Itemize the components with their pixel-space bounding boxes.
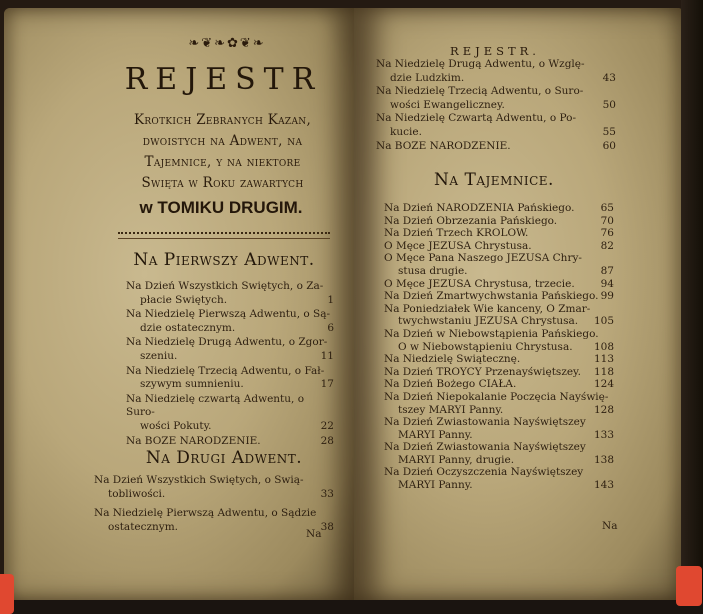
- list-item: Na Niedzielę Drugą Adwentu, o Zgor- szeniu. 11: [126, 336, 334, 362]
- list-item: Na Niedzielę Trzecią Adwentu, o Suro- wości Ewangeliczney. 50: [376, 85, 616, 111]
- page-number: 6: [327, 321, 334, 334]
- list-item: Na Niedzielę czwartą Adwentu, o Suro- wości Pokuty. 22: [126, 392, 334, 432]
- page-number: 65: [600, 202, 614, 214]
- subtitle-line: Tajemnice, y na niektore: [144, 154, 301, 170]
- page-number: 76: [600, 227, 614, 240]
- list-item: Na Dzień Wszystkich Swiętych, o Za- płacie Swiętych. 1: [126, 280, 334, 306]
- divider: [118, 232, 330, 239]
- list-item: O Męce JEZUSA Chrystusa, trzecie. 94: [384, 277, 614, 290]
- ornament: ❧❦❧✿❦❧: [188, 36, 266, 51]
- list-item: Na BOZE NARODZENIE. 28: [126, 434, 334, 447]
- list-item: Na Dzień w Niebowstąpienia Pańskiego. O w Niebowstąpieniu Chrystusa. 108: [384, 327, 614, 353]
- list-item: Na Niedzielę Drugą Adwentu, o Wzglę- dzie Ludzkim. 43: [376, 58, 616, 84]
- list-item: O Męce JEZUSA Chrystusa. 82: [384, 239, 614, 252]
- subtitle-line: Swięta w Roku zawartych: [141, 175, 304, 191]
- list-item: Na Dzień Zwiastowania Nayświętszey MARYI Panny. 133: [384, 416, 614, 441]
- page-number: 38: [320, 520, 334, 533]
- entry-list: [126, 280, 334, 448]
- list-item: Na Dzień NARODZENIA Pańskiego. 65: [384, 202, 614, 214]
- section-heading: Na Tajemnice.: [434, 170, 554, 190]
- section-heading: Na Drugi Adwent.: [145, 448, 303, 468]
- page-number: 11: [320, 349, 334, 362]
- subtitle: [100, 110, 345, 194]
- page-number: 82: [600, 239, 614, 252]
- list-item: Na Niedzielę Trzecią Adwentu, o Fał- szywym sumnieniu. 17: [126, 364, 334, 391]
- page-title: REJESTR: [124, 62, 323, 97]
- page-number: 124: [593, 378, 614, 391]
- page-number: 99: [600, 290, 614, 303]
- page-number: 113: [593, 353, 614, 366]
- page-edge: [681, 0, 703, 600]
- list-item: Na Dzień Zmartwychwstania Pańskiego. 99: [384, 290, 614, 303]
- page-number: 70: [600, 214, 614, 227]
- page-number: 133: [593, 428, 614, 441]
- list-item: Na Niedzielę Pierwszą Adwentu, o Sądzie ostatecznym. 38: [94, 507, 334, 533]
- page-number: 33: [320, 487, 334, 500]
- list-item: O Męce Pana Naszego JEZUSA Chry- stusa drugie. 87: [384, 252, 614, 277]
- page-number: 1: [327, 293, 334, 306]
- subtitle-line: Krotkich Zebranych Kazan,: [133, 112, 312, 128]
- list-item: Na Niedzielę Pierwszą Adwentu, o Są- dzie ostatecznym. 6: [126, 308, 334, 334]
- catchword: Na: [602, 520, 618, 532]
- page-number: 118: [593, 365, 614, 378]
- list-item: Na Dzień Trzech KROLOW. 76: [384, 227, 614, 240]
- running-head: REJESTR.: [450, 44, 540, 58]
- list-item: Na Dzień Zwiastowania Nayświętszey MARYI Panny, drugie. 138: [384, 441, 614, 466]
- page-number: 128: [593, 403, 614, 416]
- list-item: Na Dzień Niepokalanie Poczęcia Nayświę- tszey MARYI Panny. 128: [384, 390, 614, 416]
- list-item: Na Poniedziałek Wie kanceny, O Zmar- twychwstaniu JEZUSA Chrystusa. 105: [384, 302, 614, 328]
- page-number: 17: [320, 378, 334, 391]
- entry-list: [384, 202, 614, 492]
- left-page: [4, 8, 356, 600]
- list-item: Na Dzień Oczyszczenia Nayświętszey MARYI Panny. 143: [384, 466, 614, 492]
- page-number: 108: [593, 340, 614, 353]
- page-number: 138: [593, 453, 614, 466]
- entry-list: [94, 474, 334, 534]
- list-item: Na Dzień Wszystkich Swiętych, o Swią- tobliwości. 33: [94, 474, 334, 500]
- page-number: 28: [320, 434, 334, 447]
- entry-list: [376, 58, 616, 153]
- page-number: 94: [600, 277, 614, 290]
- page-number: 55: [602, 125, 616, 138]
- page-number: 50: [602, 98, 616, 111]
- section-heading: Na Pierwszy Adwent.: [133, 250, 315, 270]
- bookmark-tab: [0, 574, 14, 614]
- page-number: 143: [593, 479, 614, 492]
- bookmark-tab: [676, 566, 702, 606]
- list-item: Na Niedzielę Swiątecznę. 113: [384, 353, 614, 366]
- list-item: Na Niedzielę Czwartą Adwentu, o Po- kucie. 55: [376, 112, 616, 138]
- page-number: 87: [600, 264, 614, 277]
- right-page: [354, 8, 684, 600]
- page-number: 60: [602, 139, 616, 152]
- volume-heading: w TOMIKU DRUGIM.: [139, 198, 303, 217]
- list-item: Na BOZE NARODZENIE. 60: [376, 139, 616, 152]
- page-number: 22: [320, 419, 334, 432]
- list-item: Na Dzień TROYCY Przenayświętszey. 118: [384, 365, 614, 378]
- catchword: Na: [306, 528, 322, 540]
- list-item: Na Dzień Obrzezania Pańskiego. 70: [384, 214, 614, 227]
- page-number: 43: [602, 71, 616, 84]
- subtitle-line: dwoistych na Adwent, na: [142, 133, 303, 149]
- page-number: 105: [593, 315, 614, 328]
- list-item: Na Dzień Bożego CIAŁA. 124: [384, 378, 614, 391]
